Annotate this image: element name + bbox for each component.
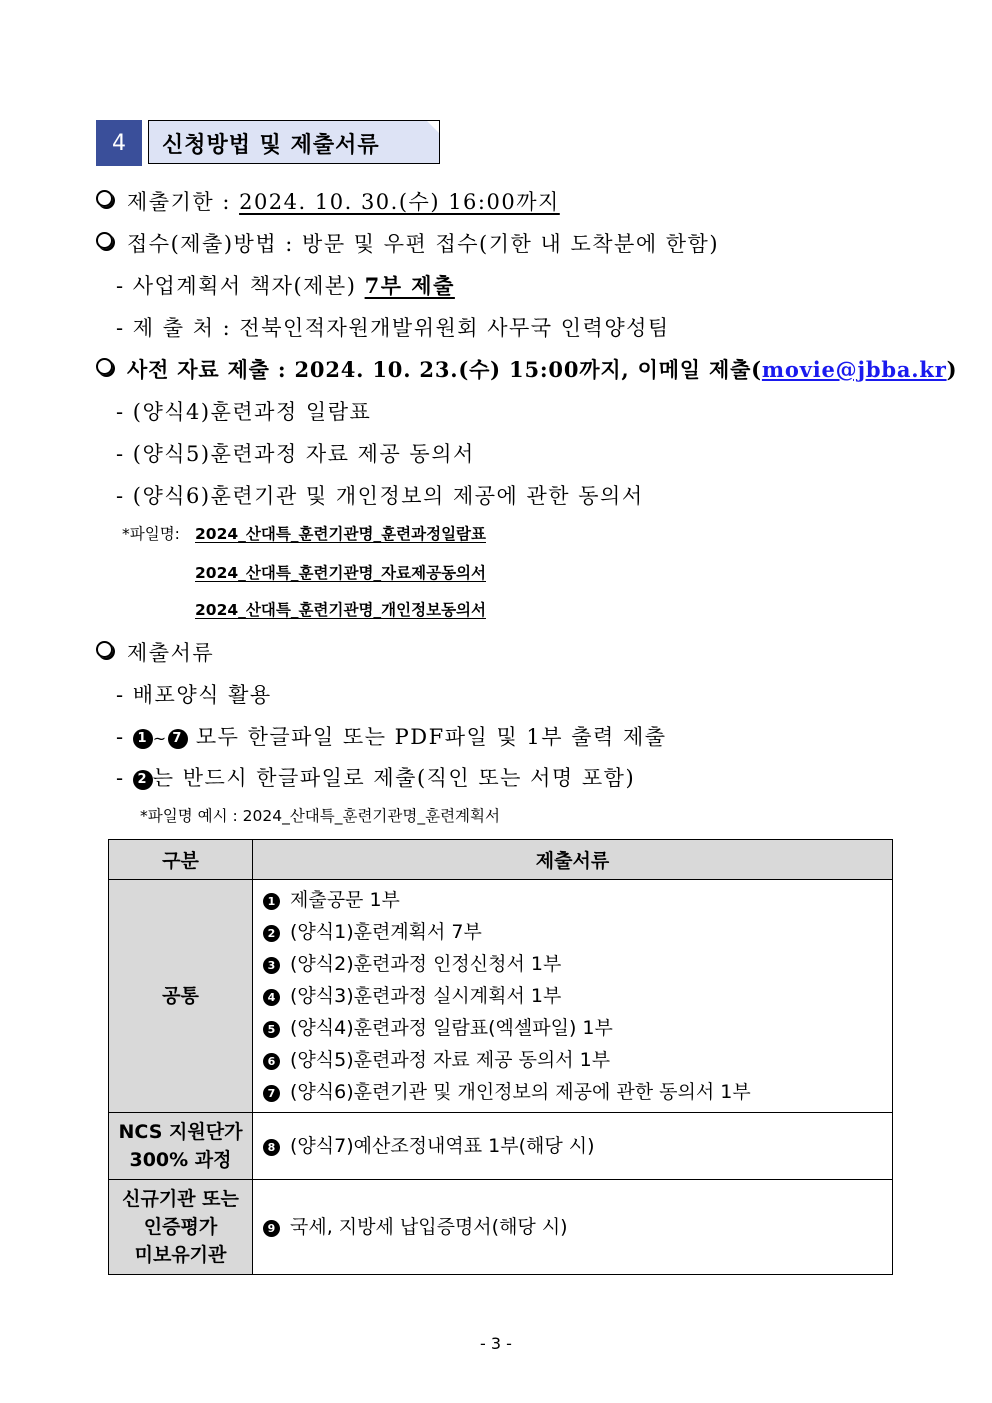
circle-number: 5: [263, 1021, 280, 1038]
list-item: [263, 916, 892, 948]
pre-item-1: - (양식4)훈련과정 일람표: [116, 400, 372, 424]
bullet-icon: [96, 641, 113, 658]
circle-number: 7: [168, 729, 188, 749]
circle-number: 2: [263, 925, 280, 942]
filename-example: *파일명 예시 : 2024_산대특_훈련기관명_훈련계획서: [140, 807, 500, 825]
dash: -: [116, 725, 133, 749]
items-cell: [253, 1113, 893, 1180]
item-text: (양식1)훈련계획서 7부: [290, 921, 482, 943]
method-sub1: [116, 270, 455, 300]
section-title: 신청방법 및 제출서류: [162, 133, 380, 158]
circle-number: 1: [133, 729, 153, 749]
list-item: [263, 980, 892, 1012]
filename-3: 2024_산대특_훈련기관명_개인정보동의서: [195, 601, 486, 619]
deadline-line: [96, 186, 560, 216]
documents-line: [96, 637, 214, 667]
documents-sub1: - 배포양식 활용: [116, 683, 272, 707]
category-line: 신규기관 또는: [122, 1188, 239, 1210]
list-item: [263, 1044, 892, 1076]
bullet-icon: [96, 358, 113, 375]
filename-label: *파일명:: [122, 525, 180, 543]
circle-number: 9: [263, 1220, 280, 1237]
header-category: 구분: [109, 840, 253, 880]
circle-number: 1: [263, 893, 280, 910]
email-link[interactable]: movie@jbba.kr: [761, 357, 947, 382]
item-text: (양식7)예산조정내역표 1부(해당 시): [290, 1135, 595, 1157]
list-item: [263, 1076, 892, 1108]
pre-submission-line: [96, 354, 957, 384]
documents-sub3-text: 는 반드시 한글파일로 제출(직인 또는 서명 포함): [152, 766, 636, 790]
item-text: (양식3)훈련과정 실시계획서 1부: [290, 985, 562, 1007]
circle-number: 8: [263, 1139, 280, 1156]
list-item: [263, 948, 892, 980]
pre-submission-close: ): [946, 357, 958, 382]
method-sub1-emph: 7부 제출: [364, 273, 455, 298]
items-cell: [253, 1180, 893, 1275]
filename-2: 2024_산대특_훈련기관명_자료제공동의서: [195, 564, 486, 582]
table-header-row: [109, 840, 893, 880]
circle-number: 6: [263, 1053, 280, 1070]
table-row: [109, 880, 893, 1113]
list-item: [263, 1012, 892, 1044]
pre-item-2: - (양식5)훈련과정 자료 제공 동의서: [116, 442, 475, 466]
page-number: - 3 -: [480, 1334, 512, 1353]
item-text: (양식4)훈련과정 일람표(엑셀파일) 1부: [290, 1017, 613, 1039]
category-common: 공통: [109, 880, 253, 1113]
method-sub2: - 제 출 처 : 전북인적자원개발위원회 사무국 인력양성팀: [116, 316, 670, 340]
category-line: 미보유기관: [134, 1244, 227, 1266]
circle-number: 2: [133, 770, 153, 790]
pre-submission-label: 사전 자료 제출 : 2024. 10. 23.(수) 15:00까지, 이메일 제출(: [127, 357, 762, 382]
method-sub1-prefix: - 사업계획서 책자(제본): [116, 274, 365, 298]
item-text: (양식5)훈련과정 자료 제공 동의서 1부: [290, 1049, 611, 1071]
item-text: 국세, 지방세 납입증명서(해당 시): [290, 1216, 568, 1238]
method-label: 접수(제출)방법 : 방문 및 우편 접수(기한 내 도착분에 한함): [127, 232, 720, 256]
folded-corner: [427, 121, 439, 133]
item-text: 제출공문 1부: [290, 889, 400, 911]
documents-sub3: [116, 762, 635, 792]
documents-sub2-text: 모두 한글파일 또는 PDF파일 및 1부 출력 제출: [187, 725, 667, 749]
item-text: (양식2)훈련과정 인정신청서 1부: [290, 953, 562, 975]
filename-1: 2024_산대특_훈련기관명_훈련과정일람표: [195, 525, 486, 543]
list-item: [263, 884, 892, 916]
category-line: 인증평가: [143, 1216, 218, 1238]
items-cell: [253, 880, 893, 1113]
circle-number: 4: [263, 989, 280, 1006]
list-item: [263, 1130, 892, 1162]
documents-table: [108, 839, 893, 1275]
deadline-label: 제출기한 :: [127, 190, 240, 214]
documents-sub2: [116, 721, 667, 751]
bullet-icon: [96, 190, 113, 207]
dash: -: [116, 766, 133, 790]
circle-number: 7: [263, 1085, 280, 1102]
list-item: [263, 1211, 892, 1243]
bullet-icon: [96, 232, 113, 249]
circle-number: 3: [263, 957, 280, 974]
tilde: ~: [152, 729, 168, 748]
item-text: (양식6)훈련기관 및 개인정보의 제공에 관한 동의서 1부: [290, 1081, 751, 1103]
category-new-institution: [109, 1180, 253, 1275]
deadline-value: 2024. 10. 30.(수) 16:00까지: [239, 190, 560, 214]
table-row: [109, 1180, 893, 1275]
category-ncs: [109, 1113, 253, 1180]
section-number: 4: [96, 120, 142, 166]
category-line: NCS 지원단가: [118, 1121, 243, 1143]
documents-label: 제출서류: [127, 641, 215, 665]
header-documents: 제출서류: [253, 840, 893, 880]
table-row: [109, 1113, 893, 1180]
category-line: 300% 과정: [129, 1149, 232, 1171]
method-line: [96, 228, 719, 258]
pre-item-3: - (양식6)훈련기관 및 개인정보의 제공에 관한 동의서: [116, 484, 644, 508]
